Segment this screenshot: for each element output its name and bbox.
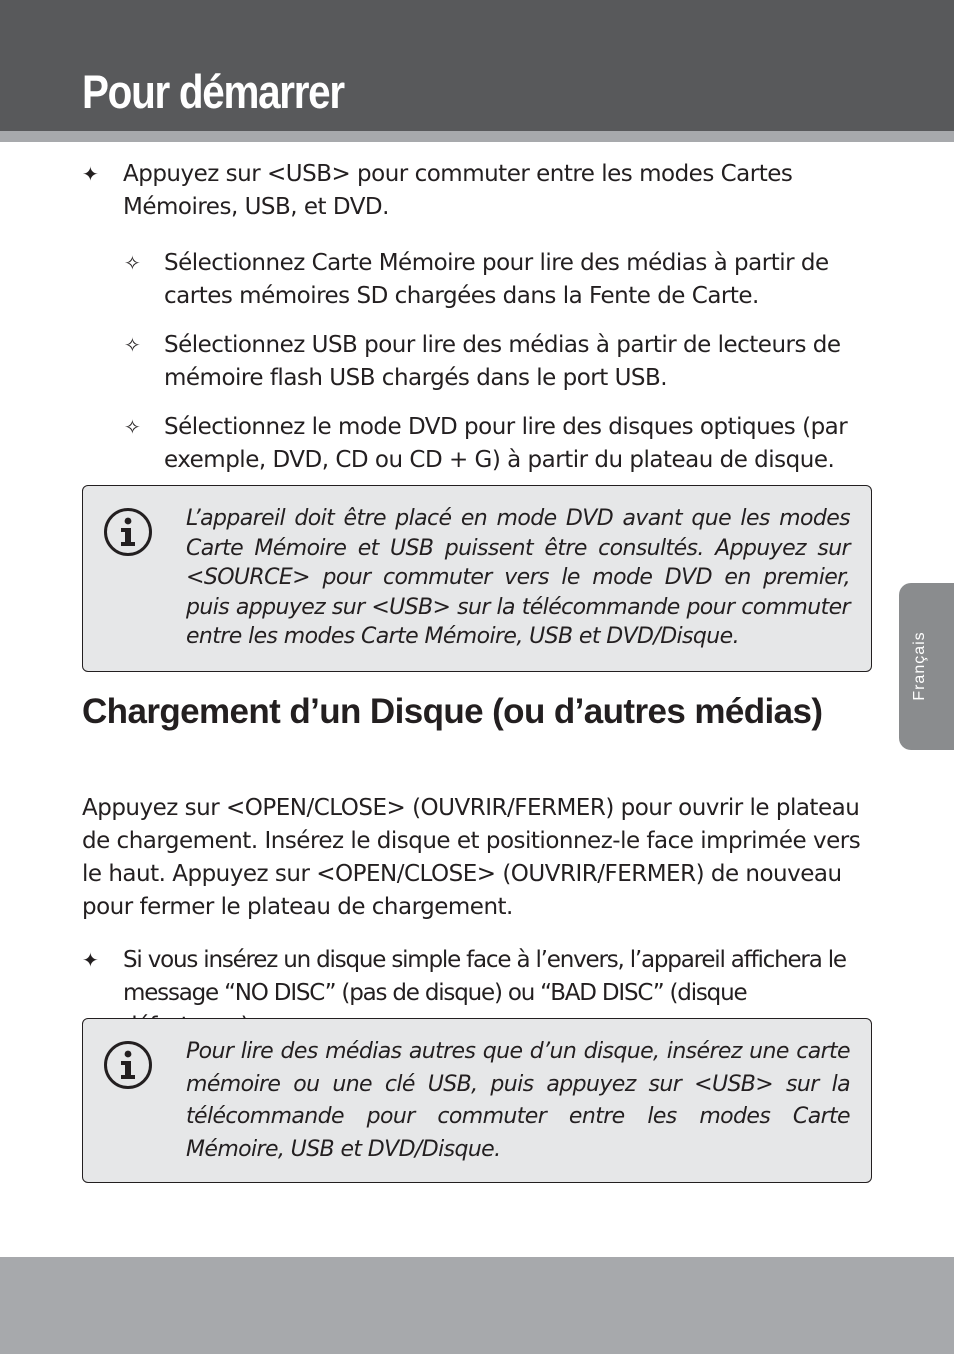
bullet-item-usb-modes [82, 158, 872, 224]
section-paragraph: Appuyez sur <OPEN/CLOSE> (OUVRIR/FERMER) pour ouvrir le plateau de chargement. Insérez le disque et positionnez-le face imprimée vers le haut. Appuyez sur <OPEN/CLOSE> (OUVRIR/FERMER) de nouveau pour fermer le plateau de chargement. [82, 795, 861, 920]
page-header [0, 0, 954, 131]
sub-bullet-text: Sélectionnez le mode DVD pour lire des disques optiques (par exemple, DVD, CD ou CD + G) à partir du plateau de disque. [164, 414, 848, 473]
info-icon [103, 507, 153, 557]
sub-bullet-star-icon: ✧ [124, 333, 141, 357]
sub-bullet-text: Sélectionnez Carte Mémoire pour lire des médias à partir de cartes mémoires SD chargées dans la Fente de Carte. [164, 250, 829, 309]
language-tab-label: Français [911, 631, 928, 701]
sub-bullet-usb [124, 329, 864, 395]
note-text: L’appareil doit être placé en mode DVD avant que les modes Carte Mémoire et USB puissent être consultés. Appuyez sur <SOURCE> pour commuter vers le mode DVD en premier, puis appuyez sur <USB> sur la télécommande pour commuter entre les modes Carte Mémoire, USB et DVD/Disque. [186, 506, 850, 649]
bullet-text: Si vous insérez un disque simple face à l’envers, l’appareil affichera le message “NO DISC” (pas de disque) ou “BAD DISC” (disque [123, 947, 846, 1006]
sub-bullet-dvd [124, 411, 864, 477]
page-title: Pour démarrer [82, 65, 344, 118]
sub-bullet-text: Sélectionnez USB pour lire des médias à partir de lecteurs de mémoire flash USB chargés dans le port USB. [164, 332, 841, 391]
note-text: Pour lire des médias autres que d’un disque, insérez une carte mémoire ou une clé USB, puis appuyez sur <USB> sur la télécommande pour commuter entre les modes Carte Mémoire, USB et DVD/Disque. [186, 1039, 850, 1162]
sub-bullet-star-icon: ✧ [124, 415, 141, 439]
sub-bullet-star-icon: ✧ [124, 251, 141, 275]
bullet-star-icon: ✦ [82, 162, 99, 186]
bullet-text: Appuyez sur <USB> pour commuter entre les modes Cartes Mémoires, USB, et DVD. [123, 161, 793, 220]
page-footer [0, 1257, 954, 1354]
header-divider [0, 131, 954, 142]
info-icon [103, 1040, 153, 1090]
sub-bullet-memory-card [124, 247, 864, 313]
section-heading: Chargement d’un Disque (ou d’autres médias) [82, 692, 823, 731]
info-note-media [82, 1018, 872, 1183]
info-note-dvd-mode [82, 485, 872, 672]
bullet-star-icon: ✦ [82, 948, 99, 972]
